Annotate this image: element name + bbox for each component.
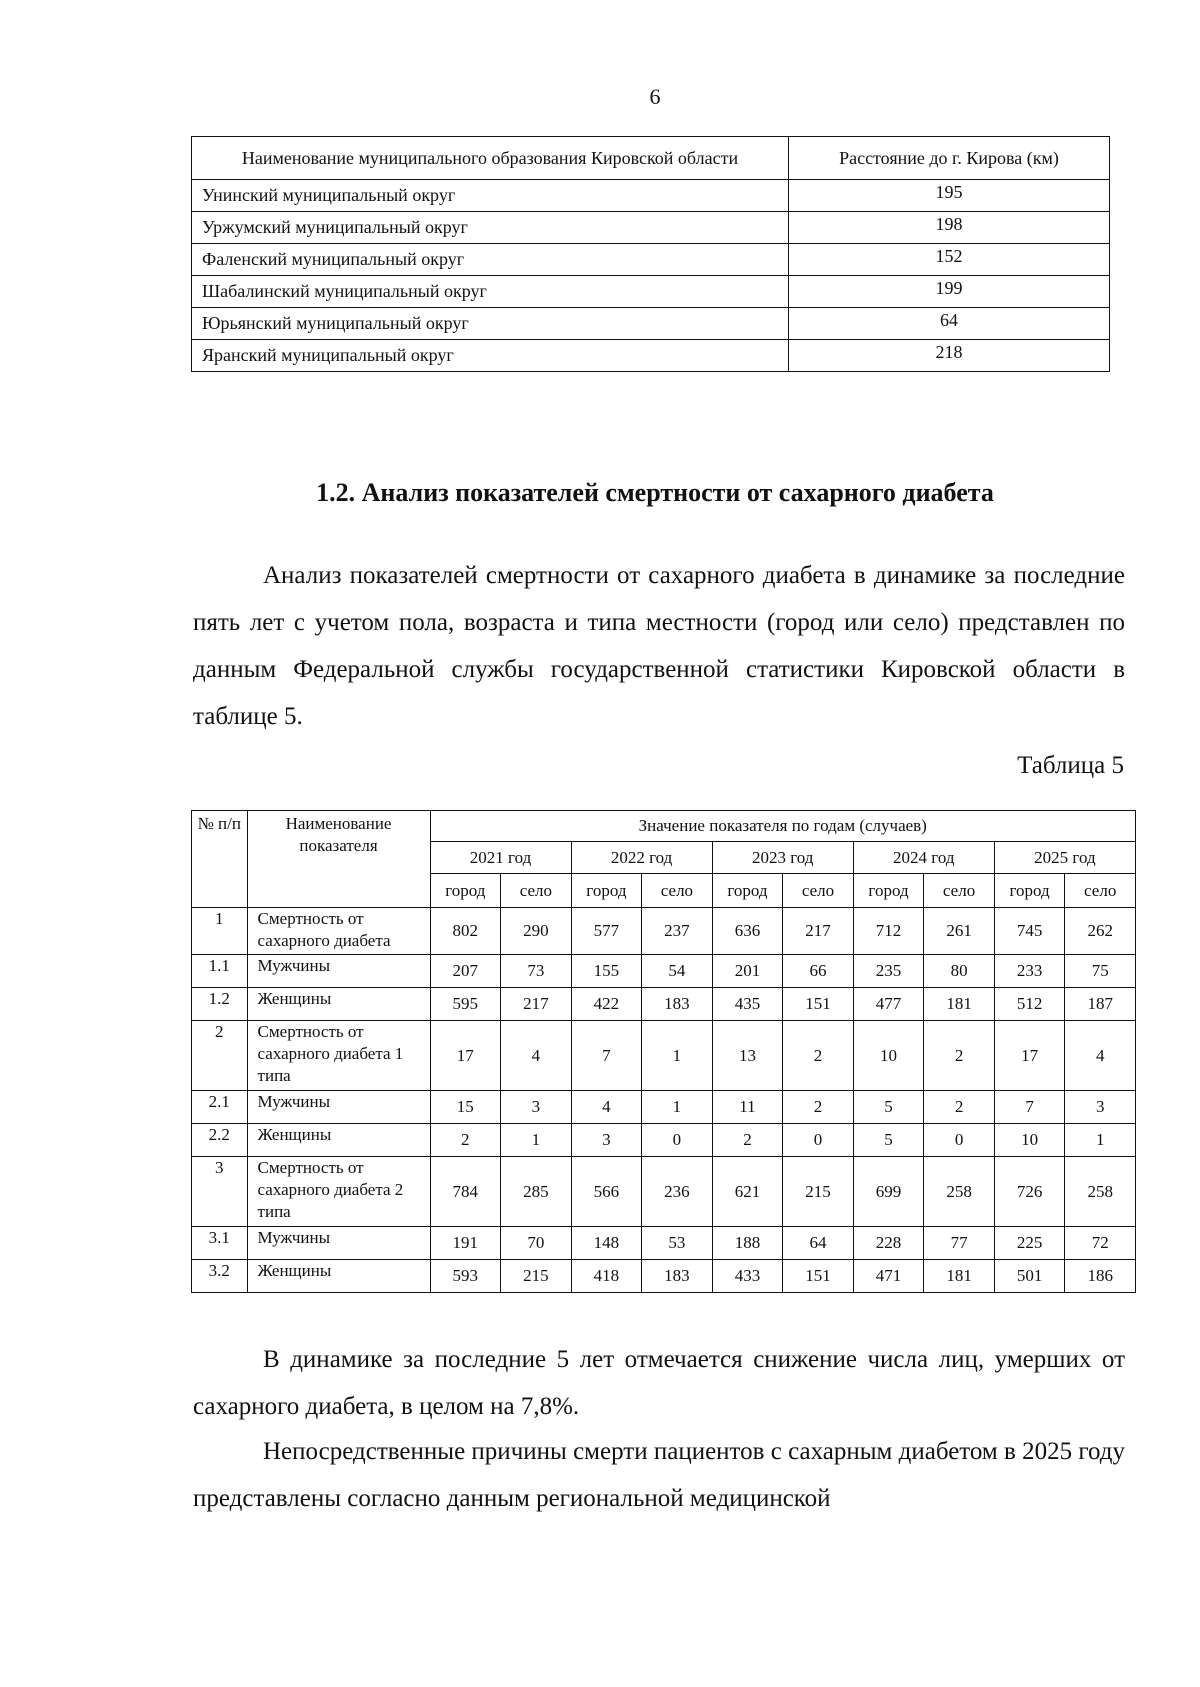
header-city: город xyxy=(430,874,501,908)
value-city: 621 xyxy=(712,1157,783,1227)
value-city: 228 xyxy=(853,1227,924,1260)
value-village: 54 xyxy=(642,955,712,988)
value-city: 577 xyxy=(571,908,642,955)
indicator-label: Мужчины xyxy=(247,1091,430,1124)
value-village: 4 xyxy=(501,1021,571,1091)
value-village: 290 xyxy=(501,908,571,955)
table-row xyxy=(192,340,1110,372)
value-village: 186 xyxy=(1065,1260,1136,1293)
value-village: 181 xyxy=(924,988,994,1021)
value-village: 0 xyxy=(924,1124,994,1157)
value-village: 2 xyxy=(924,1091,994,1124)
value-village: 183 xyxy=(642,1260,712,1293)
value-city: 2 xyxy=(712,1124,783,1157)
table-row xyxy=(192,955,1136,988)
value-village: 215 xyxy=(501,1260,571,1293)
value-city: 10 xyxy=(994,1124,1065,1157)
district-name: Уржумский муниципальный округ xyxy=(192,212,789,244)
district-distance: 64 xyxy=(789,308,1110,340)
indicator-label: Мужчины xyxy=(247,1227,430,1260)
header-village: село xyxy=(1065,874,1136,908)
value-village: 217 xyxy=(783,908,853,955)
value-city: 471 xyxy=(853,1260,924,1293)
value-village: 64 xyxy=(783,1227,853,1260)
indicator-label: Смертность от сахарного диабета 2 типа xyxy=(247,1157,430,1227)
page-number: 6 xyxy=(649,84,661,109)
value-city: 566 xyxy=(571,1157,642,1227)
value-village: 217 xyxy=(501,988,571,1021)
value-village: 3 xyxy=(1065,1091,1136,1124)
row-number: 1.2 xyxy=(192,988,248,1021)
table-row xyxy=(192,308,1110,340)
districts-header-name: Наименование муниципального образования Кировской области xyxy=(192,137,789,180)
value-village: 285 xyxy=(501,1157,571,1227)
value-village: 3 xyxy=(501,1091,571,1124)
table-row xyxy=(192,1124,1136,1157)
value-village: 258 xyxy=(1065,1157,1136,1227)
districts-distance-table xyxy=(191,136,1110,372)
district-name: Шабалинский муниципальный округ xyxy=(192,276,789,308)
header-village: село xyxy=(642,874,712,908)
value-village: 1 xyxy=(642,1021,712,1091)
indicator-label: Женщины xyxy=(247,1260,430,1293)
value-city: 207 xyxy=(430,955,501,988)
value-city: 636 xyxy=(712,908,783,955)
indicator-label: Смертность от сахарного диабета xyxy=(247,908,430,955)
header-city: город xyxy=(994,874,1065,908)
table-row xyxy=(192,276,1110,308)
value-city: 7 xyxy=(571,1021,642,1091)
value-city: 784 xyxy=(430,1157,501,1227)
row-number: 1 xyxy=(192,908,248,955)
value-city: 512 xyxy=(994,988,1065,1021)
value-village: 258 xyxy=(924,1157,994,1227)
table-row xyxy=(192,908,1136,955)
value-village: 1 xyxy=(642,1091,712,1124)
value-city: 477 xyxy=(853,988,924,1021)
row-number: 3.1 xyxy=(192,1227,248,1260)
dynamics-paragraph: В динамике за последние 5 лет отмечается снижение числа лиц, умерших от сахарного диабета, в целом на 7,8%. xyxy=(193,1346,1125,1420)
value-village: 1 xyxy=(501,1124,571,1157)
value-village: 53 xyxy=(642,1227,712,1260)
table-row xyxy=(192,1260,1136,1293)
row-number: 3 xyxy=(192,1157,248,1227)
value-village: 70 xyxy=(501,1227,571,1260)
value-village: 261 xyxy=(924,908,994,955)
value-city: 188 xyxy=(712,1227,783,1260)
district-distance: 152 xyxy=(789,244,1110,276)
value-city: 418 xyxy=(571,1260,642,1293)
value-village: 73 xyxy=(501,955,571,988)
indicator-label: Мужчины xyxy=(247,955,430,988)
value-village: 0 xyxy=(783,1124,853,1157)
value-city: 11 xyxy=(712,1091,783,1124)
district-distance: 218 xyxy=(789,340,1110,372)
value-city: 7 xyxy=(994,1091,1065,1124)
district-distance: 195 xyxy=(789,180,1110,212)
district-distance: 199 xyxy=(789,276,1110,308)
table-caption: Таблица 5 xyxy=(1017,752,1124,779)
value-city: 699 xyxy=(853,1157,924,1227)
table-row xyxy=(192,1021,1136,1091)
value-city: 435 xyxy=(712,988,783,1021)
value-village: 237 xyxy=(642,908,712,955)
header-city: город xyxy=(712,874,783,908)
value-village: 183 xyxy=(642,988,712,1021)
value-village: 187 xyxy=(1065,988,1136,1021)
value-city: 233 xyxy=(994,955,1065,988)
value-city: 5 xyxy=(853,1091,924,1124)
value-city: 2 xyxy=(430,1124,501,1157)
value-city: 593 xyxy=(430,1260,501,1293)
value-village: 77 xyxy=(924,1227,994,1260)
header-city: город xyxy=(853,874,924,908)
table-row xyxy=(192,988,1136,1021)
value-city: 5 xyxy=(853,1124,924,1157)
district-distance: 198 xyxy=(789,212,1110,244)
value-village: 0 xyxy=(642,1124,712,1157)
indicator-label: Женщины xyxy=(247,988,430,1021)
table-row xyxy=(192,1227,1136,1260)
section-heading: 1.2. Анализ показателей смертности от сахарного диабета xyxy=(316,478,994,507)
value-city: 10 xyxy=(853,1021,924,1091)
district-name: Юрьянский муниципальный округ xyxy=(192,308,789,340)
header-indicator-name: Наименование показателя xyxy=(247,811,430,908)
value-village: 181 xyxy=(924,1260,994,1293)
value-village: 151 xyxy=(783,988,853,1021)
intro-paragraph: Анализ показателей смертности от сахарного диабета в динамике за последние пять лет с учетом пола, возраста и типа местности (город или село) представлен по данным Федеральной службы государственной статистики Кировской области в таблице 5. xyxy=(193,562,1125,730)
value-city: 433 xyxy=(712,1260,783,1293)
header-village: село xyxy=(501,874,571,908)
row-number: 1.1 xyxy=(192,955,248,988)
district-name: Яранский муниципальный округ xyxy=(192,340,789,372)
indicator-label: Женщины xyxy=(247,1124,430,1157)
value-city: 595 xyxy=(430,988,501,1021)
row-number: 3.2 xyxy=(192,1260,248,1293)
header-year: 2022 год xyxy=(571,842,712,874)
header-year: 2024 год xyxy=(853,842,994,874)
table-row xyxy=(192,212,1110,244)
value-city: 155 xyxy=(571,955,642,988)
value-city: 726 xyxy=(994,1157,1065,1227)
value-village: 1 xyxy=(1065,1124,1136,1157)
value-village: 236 xyxy=(642,1157,712,1227)
value-city: 13 xyxy=(712,1021,783,1091)
table-row xyxy=(192,1157,1136,1227)
value-city: 15 xyxy=(430,1091,501,1124)
value-city: 501 xyxy=(994,1260,1065,1293)
header-year: 2021 год xyxy=(430,842,571,874)
value-city: 802 xyxy=(430,908,501,955)
value-village: 262 xyxy=(1065,908,1136,955)
header-city: город xyxy=(571,874,642,908)
mortality-table-body xyxy=(192,908,1136,1293)
value-city: 148 xyxy=(571,1227,642,1260)
value-city: 17 xyxy=(994,1021,1065,1091)
value-village: 215 xyxy=(783,1157,853,1227)
indicator-label: Смертность от сахарного диабета 1 типа xyxy=(247,1021,430,1091)
table-row xyxy=(192,244,1110,276)
value-city: 422 xyxy=(571,988,642,1021)
districts-header-distance: Расстояние до г. Кирова (км) xyxy=(789,137,1110,180)
value-city: 712 xyxy=(853,908,924,955)
row-number: 2 xyxy=(192,1021,248,1091)
mortality-table xyxy=(191,810,1136,1293)
row-number: 2.2 xyxy=(192,1124,248,1157)
value-village: 66 xyxy=(783,955,853,988)
header-values-by-year: Значение показателя по годам (случаев) xyxy=(430,811,1136,842)
value-village: 2 xyxy=(783,1091,853,1124)
value-village: 2 xyxy=(924,1021,994,1091)
value-city: 745 xyxy=(994,908,1065,955)
value-village: 4 xyxy=(1065,1021,1136,1091)
table-row xyxy=(192,1091,1136,1124)
value-city: 235 xyxy=(853,955,924,988)
value-city: 201 xyxy=(712,955,783,988)
value-city: 3 xyxy=(571,1124,642,1157)
header-row-number: № п/п xyxy=(192,811,248,908)
value-city: 17 xyxy=(430,1021,501,1091)
value-village: 151 xyxy=(783,1260,853,1293)
value-village: 72 xyxy=(1065,1227,1136,1260)
districts-table-body xyxy=(192,180,1110,372)
value-village: 2 xyxy=(783,1021,853,1091)
value-village: 75 xyxy=(1065,955,1136,988)
header-year: 2025 год xyxy=(994,842,1135,874)
district-name: Унинский муниципальный округ xyxy=(192,180,789,212)
value-city: 191 xyxy=(430,1227,501,1260)
district-name: Фаленский муниципальный округ xyxy=(192,244,789,276)
value-city: 4 xyxy=(571,1091,642,1124)
value-village: 80 xyxy=(924,955,994,988)
causes-paragraph: Непосредственные причины смерти пациентов с сахарным диабетом в 2025 году представлены согласно данным региональной медицинской xyxy=(193,1438,1125,1512)
table-row xyxy=(192,180,1110,212)
row-number: 2.1 xyxy=(192,1091,248,1124)
value-city: 225 xyxy=(994,1227,1065,1260)
header-village: село xyxy=(783,874,853,908)
header-year: 2023 год xyxy=(712,842,853,874)
header-village: село xyxy=(924,874,994,908)
